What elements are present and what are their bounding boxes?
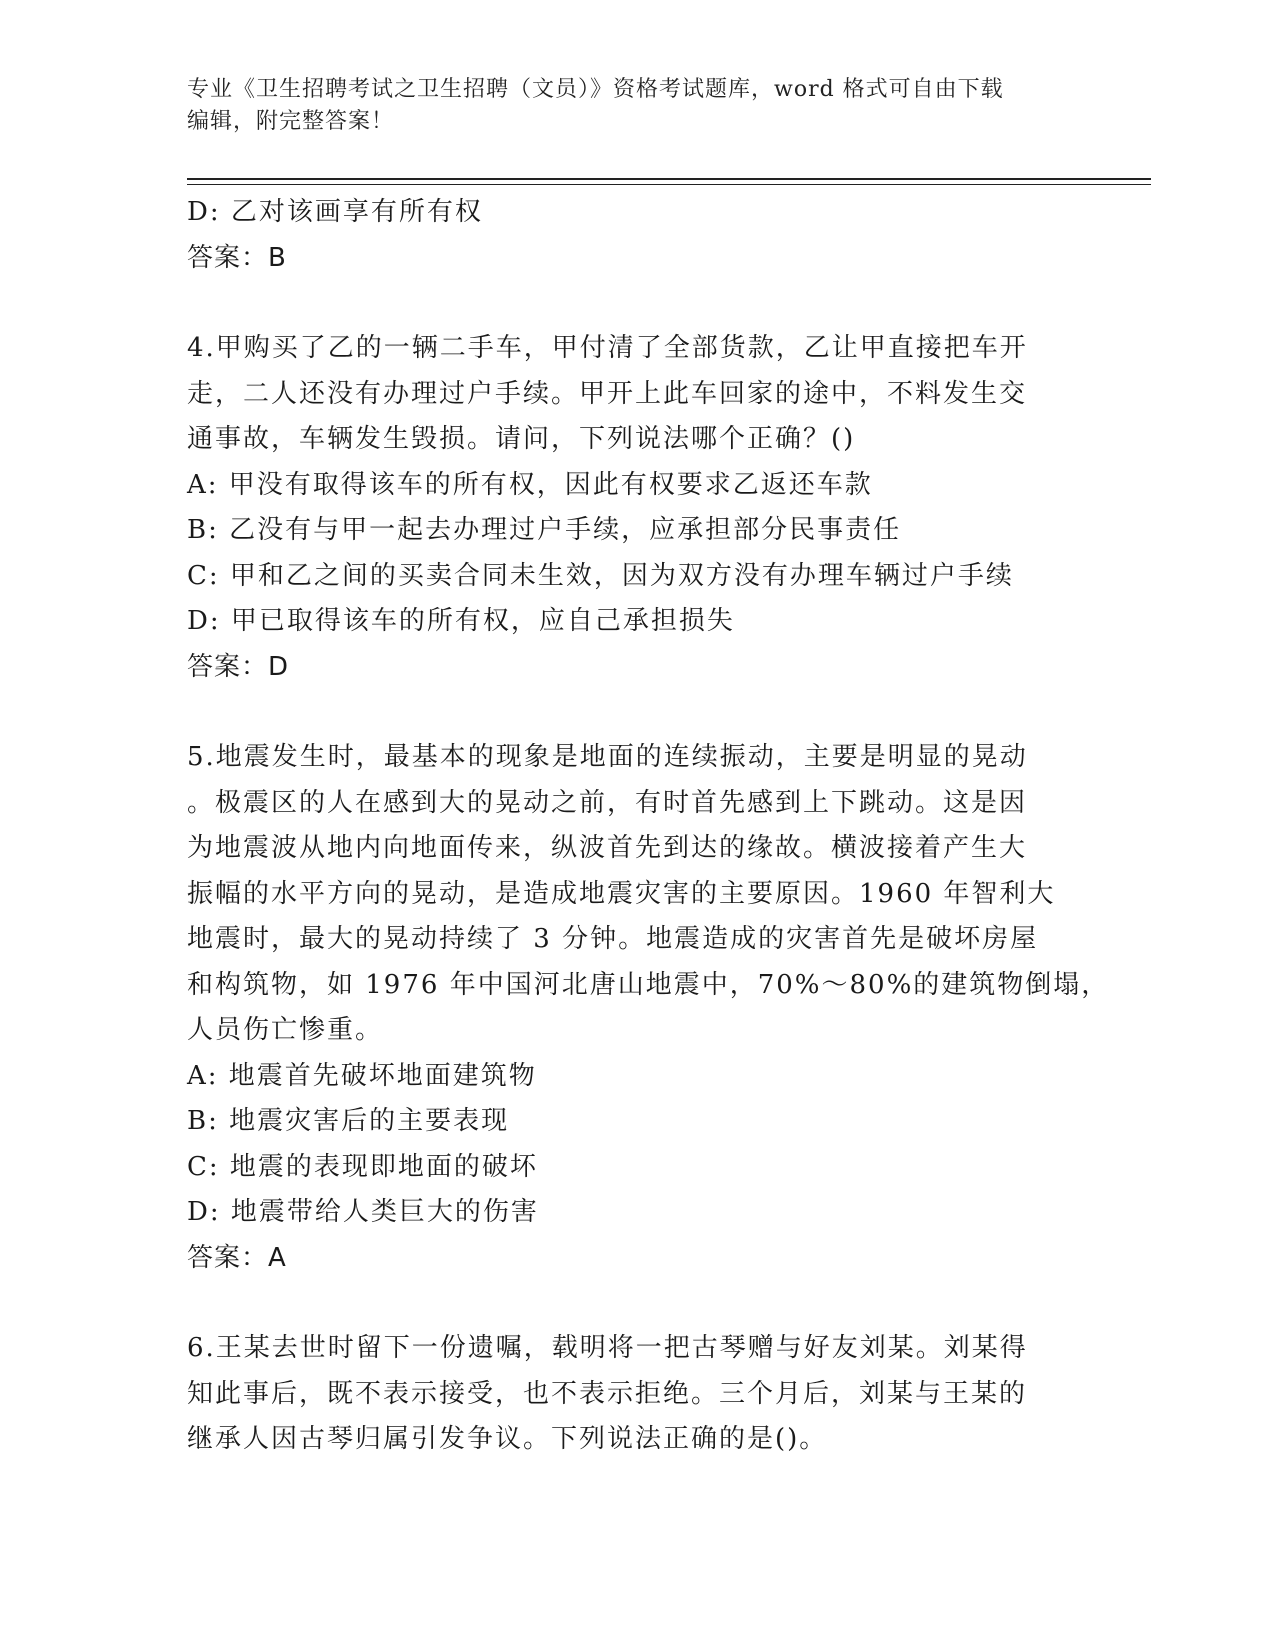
question-stem-line: 6.王某去世时留下一份遗嘱，载明将一把古琴赠与好友刘某。刘某得 bbox=[187, 1333, 1028, 1363]
question-6 bbox=[187, 1326, 1067, 1463]
header-line-1: 专业《卫生招聘考试之卫生招聘（文员）》资格考试题库，word 格式可自由下载 bbox=[187, 77, 1004, 102]
answer-text: 答案：A bbox=[187, 1242, 287, 1273]
option-a: A: 甲没有取得该车的所有权，因此有权要求乙返还车款 bbox=[187, 469, 873, 500]
option-a: A: 地震首先破坏地面建筑物 bbox=[187, 1060, 537, 1091]
question-stem-line: 人员伤亡惨重。 bbox=[187, 1015, 384, 1045]
option-b: B: 乙没有与甲一起去办理过户手续，应承担部分民事责任 bbox=[187, 515, 902, 545]
header-divider-thick bbox=[187, 178, 1151, 180]
question-stem-line: 振幅的水平方向的晃动，是造成地震灾害的主要原因。1960 年智利大 bbox=[187, 878, 1056, 909]
question-4 bbox=[187, 326, 1067, 690]
question-stem-line: 4.甲购买了乙的一辆二手车，甲付清了全部货款，乙让甲直接把车开 bbox=[187, 333, 1028, 363]
answer-text: 答案：D bbox=[187, 651, 290, 682]
question-stem-line: 地震时，最大的晃动持续了 3 分钟。地震造成的灾害首先是破坏房屋 bbox=[187, 924, 1039, 954]
option-d: D: 甲已取得该车的所有权，应自己承担损失 bbox=[187, 606, 735, 636]
question-stem-line: 为地震波从地内向地面传来，纵波首先到达的缘故。横波接着产生大 bbox=[187, 833, 1028, 863]
question-stem-line: 。极震区的人在感到大的晃动之前，有时首先感到上下跳动。这是因 bbox=[187, 787, 1028, 818]
question-stem-line: 和构筑物，如 1976 年中国河北唐山地震中，70%～80%的建筑物倒塌， bbox=[187, 969, 1110, 1000]
question-stem-line: 知此事后，既不表示接受，也不表示拒绝。三个月后，刘某与王某的 bbox=[187, 1378, 1028, 1409]
page-header bbox=[187, 74, 1067, 138]
option-d: D: 乙对该画享有所有权 bbox=[187, 197, 483, 227]
answer-text: 答案：B bbox=[187, 242, 287, 273]
question-spacer bbox=[187, 1281, 1067, 1326]
question-stem-line: 继承人因古琴归属引发争议。下列说法正确的是()。 bbox=[187, 1424, 828, 1454]
header-line-2: 编辑，附完整答案！ bbox=[187, 109, 395, 134]
question-5 bbox=[187, 735, 1110, 1281]
question-stem-line: 通事故，车辆发生毁损。请问，下列说法哪个正确？() bbox=[187, 424, 856, 454]
question-stem-line: 5.地震发生时，最基本的现象是地面的连续振动，主要是明显的晃动 bbox=[187, 742, 1028, 772]
question-spacer bbox=[187, 281, 1067, 326]
option-c: C: 甲和乙之间的买卖合同未生效，因为双方没有办理车辆过户手续 bbox=[187, 560, 1014, 591]
question-spacer bbox=[187, 690, 1067, 735]
option-c: C: 地震的表现即地面的破坏 bbox=[187, 1151, 538, 1182]
question-3-continued bbox=[187, 190, 1067, 281]
question-content bbox=[187, 190, 1110, 1463]
option-d: D: 地震带给人类巨大的伤害 bbox=[187, 1197, 539, 1227]
header-divider-thin bbox=[187, 184, 1151, 185]
option-b: B: 地震灾害后的主要表现 bbox=[187, 1106, 510, 1136]
question-stem-line: 走，二人还没有办理过户手续。甲开上此车回家的途中，不料发生交 bbox=[187, 378, 1028, 409]
